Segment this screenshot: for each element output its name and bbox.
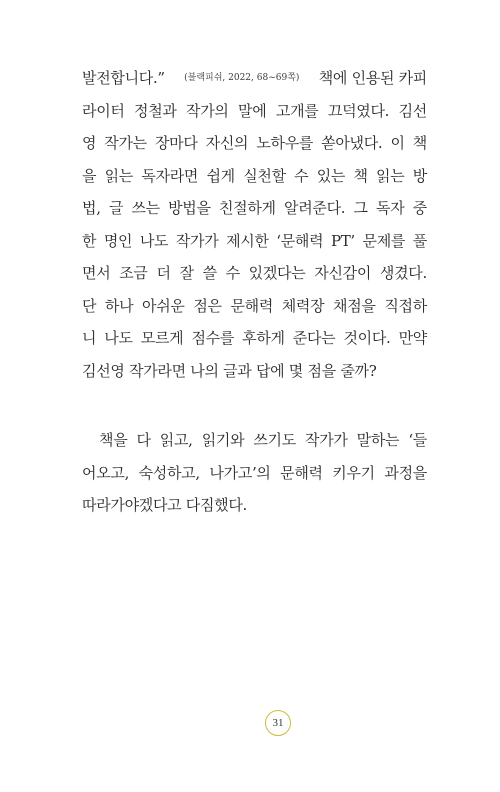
word: 읽는 (376, 166, 405, 185)
word: 작가의 (186, 101, 229, 120)
paragraph-1-line-8 (82, 290, 427, 323)
paragraph-1-line-5 (82, 192, 427, 225)
word: 한 (82, 231, 97, 250)
paragraph-1-line-10: 김선영 작가라면 나의 글과 답에 몇 점을 줄까? (82, 361, 377, 380)
word: 아쉬운 (142, 296, 185, 315)
word: 영 (82, 134, 97, 152)
word: 그 (353, 199, 368, 217)
word: 중 (412, 199, 427, 217)
word: 면서 (82, 264, 111, 282)
paragraph-1-line-2 (82, 95, 427, 128)
paragraph-1-line-9 (82, 322, 427, 355)
word: 명인 (103, 231, 133, 250)
word: 친절하게 (218, 199, 276, 217)
word: 알려준다. (284, 199, 346, 217)
word: 하나 (104, 296, 134, 315)
word: 나가고’의 (209, 463, 271, 482)
paragraph-2 (82, 424, 427, 522)
word: 더 (156, 264, 171, 282)
word: ‘문해력 (276, 231, 324, 250)
word: 숙성하고, (138, 463, 200, 482)
word: 다 (136, 431, 151, 449)
word: 제시한 (226, 231, 269, 250)
word: 정철과 (134, 101, 177, 120)
word: 문제를 (362, 231, 406, 250)
word: 장마다 (154, 134, 198, 152)
word: 문해력 (280, 463, 323, 482)
word: 있는 (316, 166, 346, 185)
word: 과정을 (384, 463, 427, 482)
word: 잘 (179, 264, 194, 282)
word: 나도 (104, 329, 133, 347)
word: 단 (82, 296, 97, 315)
word: 책을 (99, 431, 128, 449)
word: 수 (294, 166, 309, 185)
paragraph-2-line-2 (82, 457, 427, 490)
word: 말하는 (356, 431, 400, 449)
word: 을 (82, 166, 97, 185)
word: 문해력 (230, 296, 274, 315)
word: 쓸 (202, 264, 217, 282)
word: 글 (108, 199, 124, 217)
word: 말에 (238, 101, 267, 120)
paragraph-1 (82, 62, 427, 387)
word: 책 (412, 134, 427, 152)
word: 법, (82, 199, 101, 217)
paragraph-2-line-1 (82, 424, 427, 457)
word: 쏟아냈다. (321, 134, 383, 152)
word: 쉽게 (206, 166, 235, 185)
word: 점은 (193, 296, 222, 315)
line-1-start-text: 발전합니다.” (82, 69, 165, 87)
word: 이 (390, 134, 405, 152)
word: 방 (412, 166, 427, 185)
word: 모르게 (140, 329, 184, 347)
word: 조금 (119, 264, 148, 282)
word: 생겼다. (379, 264, 427, 282)
word: 자신의 (205, 134, 249, 152)
word: 작가가 (175, 231, 219, 250)
word: 자신감이 (314, 264, 372, 282)
citation-reference: (블랙피쉬, 2022, 68~69쪽) (184, 73, 300, 83)
word: 어오고, (82, 463, 130, 482)
word: 니 (82, 329, 97, 347)
word: 점수를 (191, 329, 235, 347)
word: 쓰는 (131, 199, 160, 217)
word: 라이터 (82, 101, 125, 120)
paragraph-1-line-3 (82, 127, 427, 160)
line-1-end-text: 책에 인용된 카피 (318, 69, 427, 87)
word: 읽는 (104, 166, 133, 185)
word: 체력장 (281, 296, 325, 315)
word: 고개를 (275, 101, 319, 120)
word: 방법을 (168, 199, 211, 217)
word: 키우기 (332, 463, 375, 482)
word: 준다는 (292, 329, 336, 347)
paragraph-2-line-3: 따라가야겠다고 다짐했다. (82, 496, 248, 514)
word: 만약 (398, 329, 427, 347)
paragraph-1-line-4 (82, 160, 427, 193)
word: 채점을 (333, 296, 376, 315)
word: 풀 (412, 231, 427, 250)
paragraph-1-line-1 (82, 62, 427, 95)
word: 수 (225, 264, 240, 282)
paragraph-1-line-7 (82, 257, 427, 290)
word: 읽고, (159, 431, 193, 449)
page-number: 31 (272, 716, 284, 729)
word: 실천할 (243, 166, 286, 185)
paragraph-1-line-6 (82, 225, 427, 258)
word: 작가가 (305, 431, 348, 449)
word: 쓰기도 (253, 431, 296, 449)
word: 후하게 (242, 329, 285, 347)
word: 김선 (398, 101, 427, 120)
word: 끄덕였다. (327, 101, 390, 120)
word: 것이다. (343, 329, 391, 347)
word: 나도 (139, 231, 169, 250)
word: 독자 (376, 199, 405, 217)
word: PT’ (330, 231, 355, 250)
word: 책 (353, 166, 368, 185)
word: 노하우를 (256, 134, 314, 152)
word: 읽기와 (201, 431, 245, 449)
page-number-badge (265, 710, 291, 736)
word: 독자라면 (141, 166, 199, 185)
word: 있겠다는 (248, 264, 306, 282)
word: ‘들 (408, 431, 427, 449)
word: 직접하 (384, 296, 427, 315)
word: 작가는 (104, 134, 147, 152)
